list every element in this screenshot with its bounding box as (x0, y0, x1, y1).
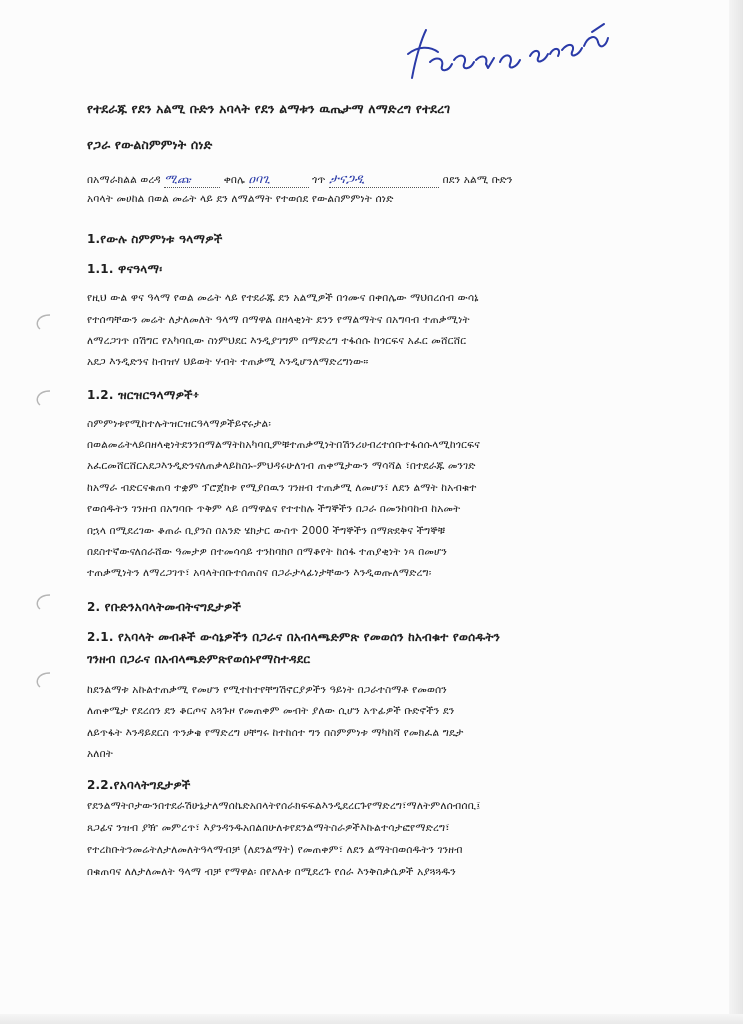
paragraph-1-2-line: የወሰዱትን ገንዘብ በአግባቡ ጥቅም ላይ በማዋልና የተተከሉ ችግኞችን በጋራ በመንከባከብ ከአመት (87, 503, 461, 515)
paragraph-2-2-line: በቁጠባና ለለታለመለት ዓላማ ብቻ የማዋል፡ በየአለቱ በሚደረጉ የሰራ እንቅስቃሴዎች አያጓጓዱን (87, 866, 456, 878)
subsection-2-1-heading-line2: ገንዘብ በጋራና በአብላጫድምጽየወሰኑየማስተዳደር (87, 652, 311, 666)
intro-line1 (87, 172, 672, 188)
paragraph-2-1-line: አለበት (87, 748, 114, 760)
paragraph-1-1-line: የተሰጣቸውን መሬት ለታለመለት ዓላማ በማዋል በዘላቂነት ደንን የማልማትና በአግባብ ተጠቃሚነት (87, 314, 470, 326)
intro-region: በአማራክልል (87, 174, 137, 186)
fill-woreda: ሚጩ (164, 172, 220, 188)
paragraph-1-2-line: ስምምነቱየሚከተሉትዝርዝርዓላማዎችይኖሩታል፡ (87, 418, 271, 430)
handwritten-annotation (402, 16, 617, 86)
paragraph-1-1-line: የዚህ ውል ዋና ዓላማ የወል መሬት ላይ የተደራጁ ደን አልሚዎች በጎሙና በቀበሌው ማህበረሰብ ውሳኔ (87, 292, 479, 304)
subsection-1-1-heading: 1.1. ዋናዓላማ፡ (87, 262, 163, 276)
paragraph-2-2-line: ጸጋፊና ንዝብ ያዥ መምረጥ፣ እያንዳንዱአበልበሁለቱየደንልማትስራዎችእኩልተሳታፎየማድረግ፣ (87, 822, 450, 834)
page-shadow-bottom (0, 1014, 743, 1024)
punch-hole-mark (30, 312, 54, 332)
punch-hole-mark (30, 592, 54, 612)
subsection-1-2-heading: 1.2. ዝርዝርዓላማዎች፥ (87, 388, 200, 402)
subsection-2-1-heading-line1: 2.1. የአባላት መብቶች ውሳኔዎችን በጋራና በአብላጫድምጽ የመወሰን ከአብቁተ የወሰዱትን (87, 630, 501, 644)
paragraph-1-2-line: በደስተኛውናለሰራሸው ዓመታዎ በተመሳሳይ ተንከባክቦ በማቆየት ከሰፋ ተጠያቂነት ነጻ በመሆን (87, 546, 448, 558)
intro-group: በደን አልሚ ቡድን (442, 174, 513, 186)
paragraph-2-2-line: የተረከቡትንመሬትለታለመለትዓላማብቻ (ለደንልማት) የመጠቀም፣ ለደን ልማትበወሰዱትን ገንዘብ (87, 844, 463, 856)
intro-woreda-label: ወረዳ (140, 174, 161, 186)
intro-line2: አባላት መሀከል በወል መሬት ላይ ደን ለማልማት የተወሰደ የውልስምምነት ሰነድ (87, 193, 394, 205)
intro-kebele-label: ቀበሌ (223, 174, 246, 186)
paragraph-1-1-line: አደጋ እንዲድንና ከብዝሃ ህይወት ሃብት ተጠቃሚ እንዲሆንለማድረግነው። (87, 356, 369, 368)
document-title-line2: የጋራ የውልስምምነት ሰነድ (87, 138, 213, 152)
paragraph-2-2-line: የደንልማትቦታውንበተደራሽሁኔታለማሰኬድአበላትየሰራክፍፍልእንዲደረርጉየማድረግ፣ማለትምለሰብሰቢ፤ (87, 800, 481, 812)
punch-hole-mark (30, 670, 54, 690)
subsection-2-2-heading: 2.2.የአባላትግዴታዎች (87, 778, 191, 792)
paragraph-1-2-line: አፈርመሸርሸርአደጋእንዲድንናለጠቃላይከስኑ-ምህዳሩሁለገብ ጠቀሜታውን ማሳሻል ፣በተደራጁ መንገድ (87, 460, 476, 472)
paragraph-2-1-line: ከደንልማቱ አኩልተጠቃሚ የመሆን የሚተከተየቸግሽኖርያዎችን ዓይነት በጋራተስማቶ የመወሰን (87, 684, 447, 696)
page-shadow-right (729, 0, 743, 1024)
paragraph-1-1-line: ለማረጋገጥ በሽግር የአካባቢው ስነምህደር እንዲያገግም በማድረግ ተፋሰሱ ከጎርፍና አፈር መሸርሸር (87, 335, 467, 347)
paragraph-2-1-line: ለጠቀሜታ የደረሰን ደን ቆርጦና አጓጉዞ የመጠቀም መብት ያለው ሲሆን አጥፊዎች ቡድኖችን ደን (87, 705, 455, 717)
section1-heading: 1.የውሉ ስምምነቱ ዓላማዎች (87, 232, 223, 246)
paragraph-1-2-line: በኋላ በሚደረገው ቆጠራ ቢያንስ በአንድ ሄክታር ውስጥ 2000 ችግኞችን በማጽደቅና ችግኞቹ (87, 525, 446, 537)
intro-got-label: ጎጥ (312, 174, 326, 186)
paragraph-1-2-line: ተጠቃሚነትን ለማረጋገጥ፣ አባላትበቡተሰጠስና በጋራታላፊነታቸውን እንዲወጡለማድረግ፡ (87, 567, 432, 579)
fill-kebele: ዐባጊ (249, 172, 309, 188)
paragraph-1-2-line: ከአማራ ብድርናቁጠባ ተቋም ፕሮጀክቱ የሚያበዉን ገንዘብ ተጠቃሚ ለመሆን፣ ለደን ልማት ከአብቁተ (87, 482, 477, 494)
document-title-line1: የተደራጁ የደን አልሚ ቡድን አባላት የደን ልማቱን ዉጤታማ ለማድረግ የተደረገ (87, 102, 451, 116)
paragraph-2-1-line: ለይጥፋት እንዳይደርስ ጥንቃቄ የማድረግ ሀቸግሩ ከተከሰተ ግን በስምምነቱ ማካከሻ የመክፈል ግዴታ (87, 727, 464, 739)
fill-got: ታናጋዲ (329, 172, 439, 188)
section2-heading: 2. የቡድንአባላትመብትናግዴታዎች (87, 600, 242, 614)
paragraph-1-2-line: በወልመሬትላይበዘላቂነትደንንበማልማትከአካባቢምቹተጠቃሚነትበሽንሪሀብረተሰቡተፋሰሱላሚከጎርፍና (87, 439, 480, 451)
punch-hole-mark (30, 388, 54, 408)
